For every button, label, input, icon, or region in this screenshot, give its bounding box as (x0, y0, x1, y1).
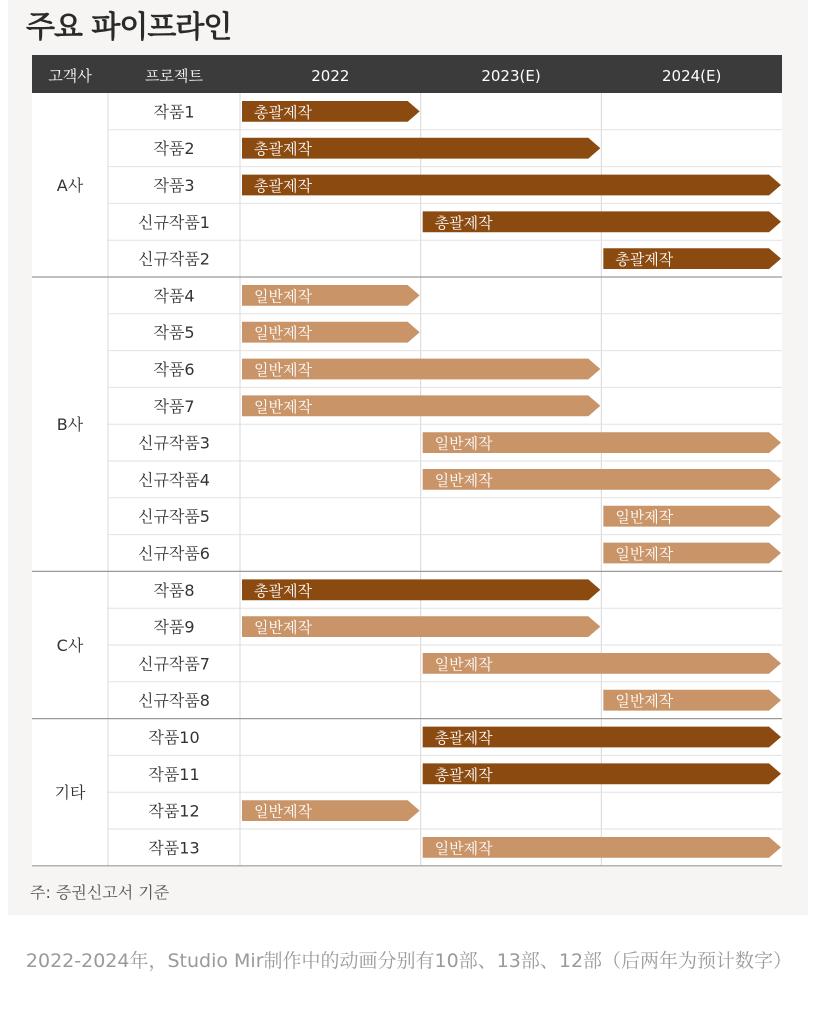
bar-label: 일반제작 (434, 471, 493, 490)
header-year: 2023(E) (481, 67, 541, 85)
project-name: 작품11 (148, 764, 200, 784)
project-name: 작품13 (148, 838, 200, 858)
bar-label: 총괄제작 (434, 765, 493, 784)
bar-label: 일반제작 (254, 802, 312, 821)
project-name: 작품8 (153, 580, 195, 600)
header-year: 2022 (311, 67, 350, 85)
project-name: 작품12 (148, 801, 200, 821)
project-name: 신규작품2 (137, 249, 211, 269)
project-name: 작품2 (153, 139, 195, 159)
header-year: 2024(E) (661, 67, 722, 85)
chart-title: 주요 파이프라인 (26, 10, 232, 45)
project-name: 신규작품1 (137, 212, 211, 232)
header-client: 고객사 (48, 67, 92, 85)
bar-label: 일반제작 (254, 324, 312, 343)
project-name: 작품7 (153, 396, 195, 416)
bar-label: 총괄제작 (434, 213, 493, 232)
bar-label: 일반제작 (434, 434, 493, 453)
client-name: C사 (56, 636, 84, 655)
project-name: 신규작품4 (137, 470, 211, 490)
project-name: 작품3 (153, 176, 195, 195)
bar-label: 총괄제작 (254, 581, 312, 600)
project-name: 작품6 (153, 360, 195, 379)
project-name: 신규작품5 (137, 507, 211, 527)
project-name: 작품4 (153, 286, 195, 306)
bar-label: 일반제작 (254, 361, 312, 379)
project-name: 신규작품6 (137, 544, 211, 563)
project-name: 신규작품8 (137, 691, 211, 711)
project-name: 작품9 (153, 617, 195, 637)
bar-label: 일반제작 (434, 839, 493, 858)
caption-text: 2022-2024年，Studio Mir制作中的动画分别有10部、13部、12部（后两年为预计数字） (25, 950, 793, 972)
bar-label: 총괄제작 (254, 140, 312, 159)
bar-label: 일반제작 (615, 692, 674, 711)
bar-label: 일반제작 (254, 287, 312, 306)
bar-label: 총괄제작 (434, 729, 493, 747)
bar-label: 일반제작 (615, 508, 674, 527)
project-name: 신규작품7 (137, 654, 211, 674)
header-project: 프로젝트 (145, 67, 203, 85)
source-note: 주: 증권신고서 기준 (30, 883, 170, 902)
bar-label: 총괄제작 (254, 177, 312, 195)
client-name: 기타 (54, 783, 86, 803)
project-name: 작품10 (148, 728, 200, 747)
bar-label: 일반제작 (254, 618, 312, 637)
bar-full (242, 175, 781, 196)
bar-label: 총괄제작 (615, 250, 674, 269)
bar-label: 총괄제작 (254, 103, 312, 122)
pipeline-figure (8, 0, 808, 915)
project-name: 작품1 (153, 102, 195, 122)
project-name: 신규작품3 (137, 433, 211, 453)
bar-label: 일반제작 (615, 545, 674, 563)
client-name: B사 (56, 415, 84, 435)
pipeline-chart (8, 0, 808, 880)
bar-label: 일반제작 (254, 397, 312, 416)
bar-label: 일반제작 (434, 655, 493, 674)
project-name: 작품5 (153, 323, 195, 343)
client-name: A사 (56, 176, 84, 195)
